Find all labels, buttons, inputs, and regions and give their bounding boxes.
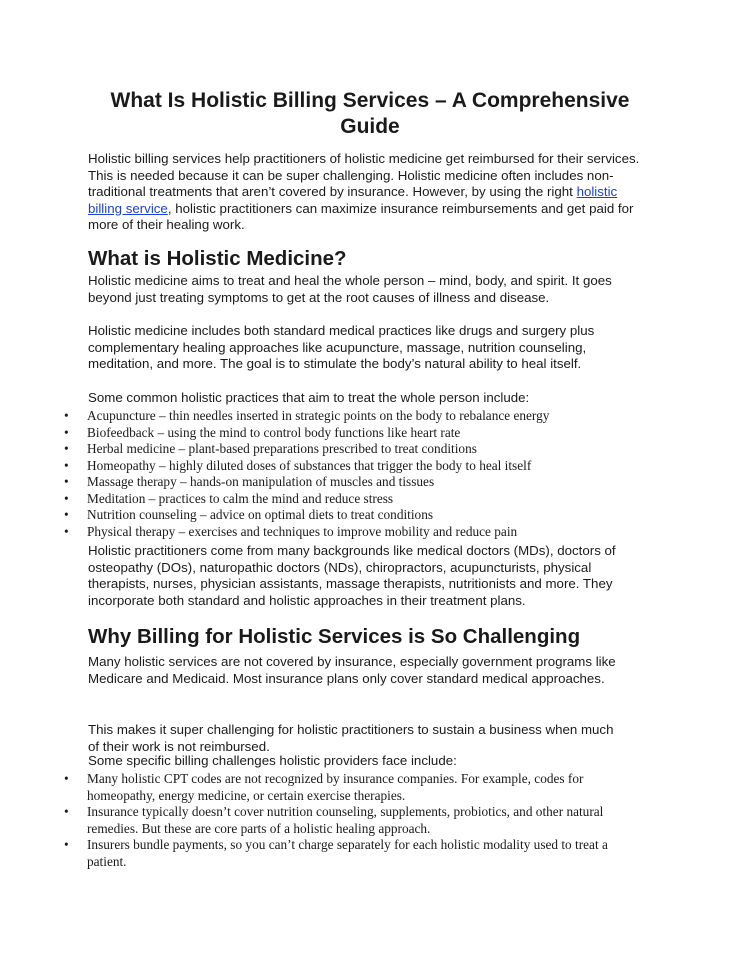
intro-paragraph [88,151,648,234]
list-item: • Meditation – practices to calm the mind and reduce stress [64,491,664,508]
list-item: • Insurers bundle payments, so you can’t charge separately for each holistic modality used to treat a patient. [64,837,649,870]
list-item: • Biofeedback – using the mind to control body functions like heart rate [64,425,664,442]
intro-text-before-link: Holistic billing services help practitioners of holistic medicine get reimbursed for their services. This is needed because it can be super challenging. Holistic medicine often includes non-traditional treatments that aren’t covered by insurance. However, by using the right [88,151,640,199]
billing-paragraph-1: Many holistic services are not covered by insurance, especially government programs like Medicare and Medicaid. Most insurance plans only cover standard medical approaches. [88,654,616,686]
section-heading-holistic-medicine: What is Holistic Medicine? [88,247,347,270]
list-item: • Physical therapy – exercises and techniques to improve mobility and reduce pain [64,524,664,541]
list-item: • Homeopathy – highly diluted doses of substances that trigger the body to heal itself [64,458,664,475]
holistic-medicine-paragraph-2: Holistic medicine includes both standard medical practices like drugs and surgery plus complementary healing approaches like acupuncture, massage, nutrition counseling, meditation, and more. The goal is to stimulate the body’s natural ability to heal itself. [88,323,595,371]
billing-challenges-list [64,771,649,870]
holistic-medicine-paragraph-1: Holistic medicine aims to treat and heal the whole person – mind, body, and spirit. It goes beyond just treating symptoms to get at the root causes of illness and disease. [88,273,612,305]
holistic-practices-list [64,408,664,540]
list-item: • Acupuncture – thin needles inserted in strategic points on the body to rebalance energy [64,408,664,425]
list-item: • Massage therapy – hands-on manipulation of muscles and tissues [64,474,664,491]
list-item: • Many holistic CPT codes are not recognized by insurance companies. For example, codes for homeopathy, energy medicine, or certain exercise therapies. [64,771,649,804]
billing-paragraph-2: This makes it super challenging for holistic practitioners to sustain a business when much of their work is not reimbursed. [88,722,614,754]
practitioners-paragraph: Holistic practitioners come from many backgrounds like medical doctors (MDs), doctors of osteopathy (DOs), naturopathic doctors (NDs), chiropractors, acupuncturists, physical therapists, nurses, physician assistants, massage therapists, nutritionists and more. They incorporate both standard and holistic approaches in their treatment plans. [88,543,616,608]
page-title: What Is Holistic Billing Services – A Comprehensive Guide [110,89,630,138]
list-item: • Insurance typically doesn’t cover nutrition counseling, supplements, probiotics, and other natural remedies. But these are core parts of a holistic healing approach. [64,804,649,837]
billing-challenges-list-intro: Some specific billing challenges holistic providers face include: [88,753,457,768]
practices-list-intro: Some common holistic practices that aim to treat the whole person include: [88,390,530,405]
list-item: • Herbal medicine – plant-based preparations prescribed to treat conditions [64,441,664,458]
list-item: • Nutrition counseling – advice on optimal diets to treat conditions [64,507,664,524]
holistic-billing-service-link[interactable]: holistic billing service [88,184,618,216]
section-heading-billing-challenges: Why Billing for Holistic Services is So Challenging [88,625,581,648]
intro-text-after-link: , holistic practitioners can maximize insurance reimbursements and get paid for more of their healing work. [88,200,634,232]
